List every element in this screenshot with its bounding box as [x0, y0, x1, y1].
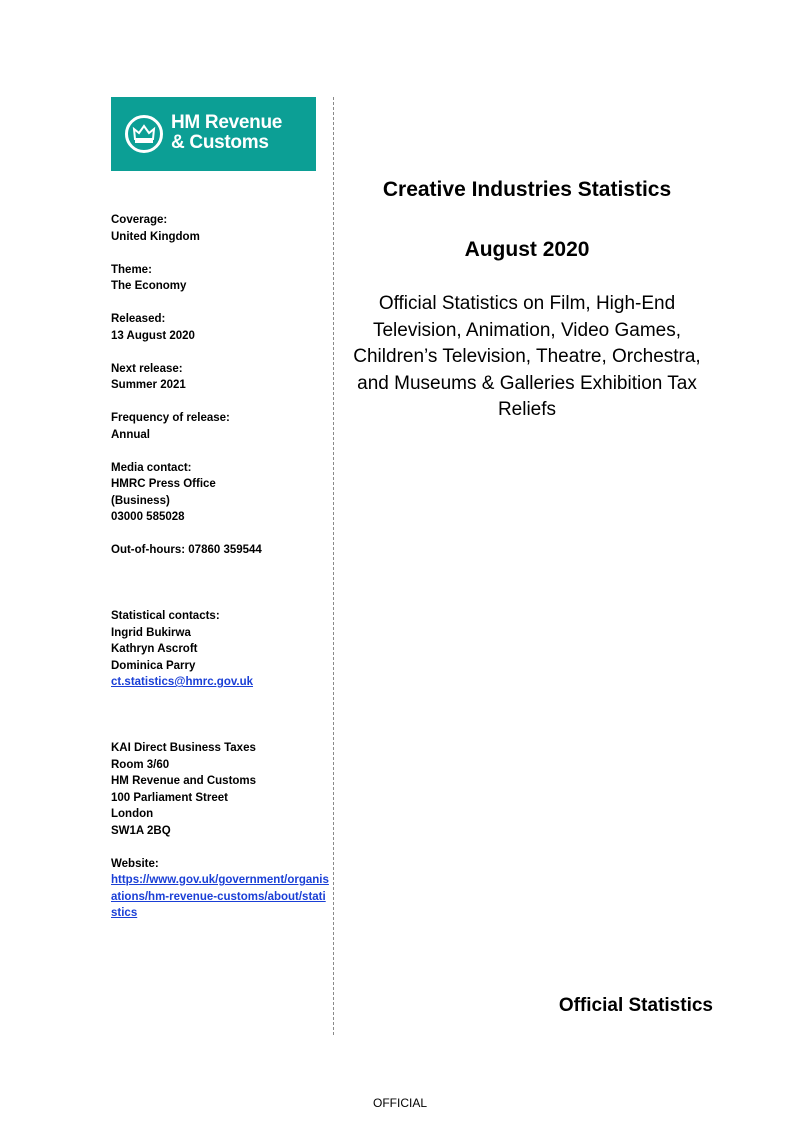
statistical-contacts-block [111, 608, 331, 691]
address-line: Room 3/60 [111, 758, 170, 771]
page-subtitle: Official Statistics on Film, High-End Television, Animation, Video Games, Children’s Television, Theatre, Orchestra, and Museums & Galleries Exhibition Tax Reliefs [353, 293, 701, 420]
website-label: Website: [111, 857, 159, 870]
media-contact-office: HMRC Press Office [111, 478, 216, 490]
theme-block [111, 262, 331, 295]
contact-name: Dominica Parry [111, 659, 196, 672]
media-contact-label: Media contact: [111, 461, 192, 474]
frequency-value: Annual [111, 428, 150, 441]
website-block [111, 856, 331, 922]
contact-name: Ingrid Bukirwa [111, 626, 191, 639]
next-release-block [111, 361, 331, 394]
released-label: Released: [111, 313, 166, 325]
website-link[interactable]: https://www.gov.uk/government/organisations/hm-revenue-customs/about/statistics [111, 874, 329, 919]
statistical-contacts-label: Statistical contacts: [111, 610, 220, 622]
address-line: KAI Direct Business Taxes [111, 742, 256, 754]
address-line: HM Revenue and Customs [111, 775, 257, 787]
hmrc-logo [111, 97, 316, 171]
coverage-label: Coverage: [111, 214, 168, 226]
page-title: Creative Industries Statistics [382, 178, 672, 201]
media-contact-dept: (Business) [111, 494, 170, 507]
address-line: SW1A 2BQ [111, 824, 171, 837]
coverage-value: United Kingdom [111, 230, 200, 243]
logo-line-2: & Customs [171, 132, 269, 153]
footer-classification: OFFICIAL [372, 1096, 427, 1110]
theme-label: Theme: [111, 263, 152, 276]
frequency-block [111, 410, 331, 443]
address-line: 100 Parliament Street [111, 791, 228, 804]
theme-value: The Economy [111, 280, 187, 292]
out-of-hours-text: Out-of-hours: 07860 359544 [111, 544, 262, 556]
media-contact-block [111, 460, 331, 526]
contact-email-link[interactable]: ct.statistics@hmrc.gov.uk [111, 676, 254, 688]
out-of-hours-block [111, 542, 331, 559]
coverage-block [111, 212, 331, 245]
address-line: London [111, 808, 154, 820]
vertical-divider [333, 97, 334, 1035]
logo-line-1: HM Revenue [171, 112, 283, 133]
released-value: 13 August 2020 [111, 329, 195, 342]
crown-crest-icon [125, 115, 163, 153]
next-release-label: Next release: [111, 362, 183, 375]
logo-wordmark [171, 113, 282, 153]
media-contact-phone: 03000 585028 [111, 511, 185, 523]
official-statistics-label: Official Statistics [558, 995, 713, 1016]
contact-name: Kathryn Ascroft [111, 643, 198, 655]
publication-date: August 2020 [464, 238, 590, 261]
next-release-value: Summer 2021 [111, 379, 186, 391]
sidebar [111, 212, 331, 938]
released-block [111, 311, 331, 344]
frequency-label: Frequency of release: [111, 412, 230, 424]
address-block [111, 740, 331, 839]
